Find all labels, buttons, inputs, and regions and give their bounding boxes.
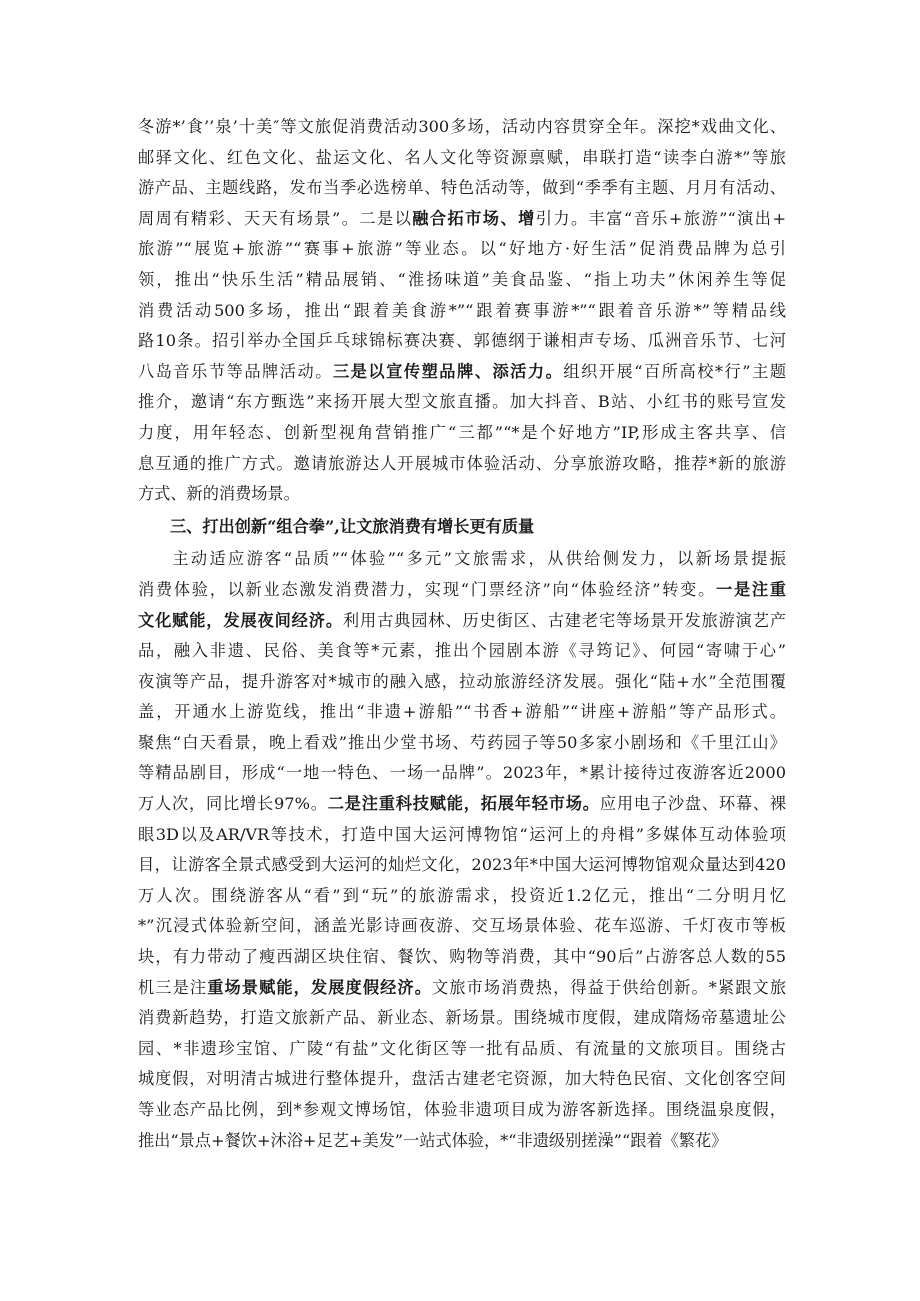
- text-line: [138, 758, 786, 789]
- text-line: [138, 296, 786, 327]
- line-text: 消费新趋势，打造文旅新产品、新业态、新场景。围绕城市度假，建成隋炀帝墓遗址公: [138, 1008, 786, 1028]
- bold-text: 融合拓市场、增: [412, 208, 536, 228]
- line-text: 八岛音乐节等品牌活动。: [138, 361, 333, 381]
- line-text: 品，融入非遗、民俗、美食等*元素，推出个园剧本游《寻筠记》、何园“寄啸于心”: [138, 641, 786, 661]
- text-line: [138, 697, 786, 728]
- text-line: [138, 143, 786, 174]
- text-line: [138, 326, 786, 357]
- line-text: 邮驿文化、红色文化、盐运文化、名人文化等资源禀赋，串联打造“读李白游*”等旅: [138, 147, 786, 167]
- bold-text: 三是以宣传塑品牌、添活力。: [332, 361, 564, 381]
- line-text: 消费体验，以新业态激发消费潜力，实现“门票经济”向“体验经济”转变。: [138, 579, 717, 599]
- paragraph-1: [138, 112, 786, 510]
- text-line: [138, 1003, 786, 1034]
- text-line: [138, 789, 786, 820]
- text-line: [138, 544, 786, 575]
- text-line: [138, 606, 786, 637]
- line-text: 推介，邀请“东方甄选”来扬开展大型文旅直播。加大抖音、B站、小红书的账号宣发: [138, 392, 786, 412]
- document-page: [138, 112, 786, 1156]
- line-text: 引力。丰富“音乐+旅游”“演出+: [535, 208, 786, 228]
- line-text: 万人次。围绕游客从“看”到“玩”的旅游需求，投资近1.2亿元，推出“二分明月忆: [138, 885, 786, 905]
- text-line: [138, 850, 786, 881]
- text-line: [138, 387, 786, 418]
- line-text: 等精品剧目，形成“一地一特色、一场一品牌”。2023年，*累计接待过夜游客近2000: [138, 763, 786, 783]
- text-line: [138, 173, 786, 204]
- line-text: 等业态产品比例，到*参观文博场馆，体验非遗项目成为游客新选择。围绕温泉度假，: [138, 1100, 786, 1119]
- line-text: 周周有精彩、天天有场景”。二是以: [138, 208, 413, 228]
- line-text: 消费活动500多场，推出“跟着美食游*”“跟着赛事游*”“跟着音乐游*”等精品线: [138, 300, 786, 320]
- section-heading-3: [138, 512, 786, 543]
- line-text: 盖，开通水上游览线，推出“非遗+游船”“书香+游船”“讲座+游船”等产品形式。: [138, 702, 786, 722]
- line-text: 主动适应游客“品质”“体验”“多元”文旅需求，从供给侧发力，以新场景提振: [170, 549, 786, 569]
- text-line: [138, 1095, 786, 1126]
- text-line: [138, 112, 786, 143]
- line-text: 块，有力带动了瘦西湖区块住宿、餐饮、购物等消费，其中“90后”占游客总人数的55: [138, 947, 786, 967]
- bold-text: 文化赋能，发展夜间经济。: [138, 610, 343, 630]
- line-text: 城度假，对明清古城进行整体提升，盘活古建老宅资源，加大特色民宿、文化创客空间: [138, 1069, 786, 1089]
- text-line: [138, 1126, 786, 1157]
- line-text: 旅游”“展览+旅游”“赛事+旅游”等业态。以“好地方·好生活”促消费品牌为总引: [138, 239, 786, 259]
- text-line: [138, 1034, 786, 1065]
- text-line: [138, 449, 786, 480]
- line-text: 方式、新的消费场景。: [138, 484, 300, 504]
- text-line: [138, 479, 786, 510]
- line-text: 路10条。招引举办全国乒乓球锦标赛决赛、郭德纲于谦相声专场、瓜洲音乐节、七河: [138, 331, 786, 351]
- line-text: 游产品、主题线路，发布当季必选榜单、特色活动等，做到“季季有主题、月月有活动、: [138, 178, 786, 198]
- line-text: 目，让游客全景式感受到大运河的灿烂文化，2023年*中国大运河博物馆观众量达到420: [138, 855, 786, 875]
- line-text: 夜演等产品，提升游客对*城市的融入感，拉动旅游经济发展。强化“陆+水”全范围覆: [138, 671, 786, 691]
- bold-text: 二是注重科技赋能，拓展年轻市场。: [327, 794, 600, 814]
- text-line: [138, 820, 786, 851]
- bold-text: 重场景赋能，发展度假经济。: [207, 977, 433, 997]
- line-text: 推出“景点+餐饮+沐浴+足艺+美发”一站式体验，*“非遗级别搓澡”“跟着《繁花》: [138, 1130, 728, 1150]
- line-text: *”沉浸式体验新空间，涵盖光影诗画夜游、交互场景体验、花车巡游、千灯夜市等板: [138, 916, 786, 936]
- line-text: 文旅市场消费热，得益于供给创新。*紧跟文旅: [432, 977, 786, 997]
- line-text: 息互通的推广方式。邀请旅游达人开展城市体验活动、分享旅游攻略，推荐*新的旅游: [138, 453, 786, 473]
- text-line: [138, 265, 786, 296]
- text-line: [138, 234, 786, 265]
- line-text: 利用古典园林、历史街区、古建老宅等场景开发旅游演艺产: [342, 610, 786, 630]
- text-line: [138, 204, 786, 235]
- line-text: 领，推出“快乐生活”精品展销、“淮扬味道”美食品鉴、“指上功夫”休闲养生等促: [138, 269, 786, 289]
- text-line: [138, 667, 786, 698]
- line-text: 组织开展“百所高校*行”主题: [563, 361, 786, 381]
- text-line: [138, 973, 786, 1004]
- line-text: 眼3D以及AR/VR等技术，打造中国大运河博物馆“运河上的舟楫”多媒体互动体验项: [138, 824, 786, 844]
- line-text: 园、*非遗珍宝馆、广陵“有盐”文化街区等一批有品质、有流量的文旅项目。围绕古: [138, 1038, 786, 1058]
- line-text: 冬游*’食’’泉’十美″等文旅促消费活动300多场，活动内容贯穿全年。深挖*戏曲文化、: [138, 117, 786, 136]
- text-line: [138, 357, 786, 388]
- text-line: [138, 881, 786, 912]
- section-heading-3-text: 三、打出创新“组合拳”,让文旅消费有增长更有质量: [170, 516, 535, 536]
- text-line: [138, 575, 786, 606]
- line-text: 聚焦“白天看景，晚上看戏”推出少堂书场、芍药园子等50多家小剧场和《千里江山》: [138, 732, 786, 752]
- text-line: [138, 636, 786, 667]
- text-line: [138, 418, 786, 449]
- line-text: 机三是注: [138, 977, 208, 997]
- text-line: [138, 911, 786, 942]
- paragraph-2: [138, 544, 786, 1156]
- text-line: [138, 1064, 786, 1095]
- text-line: [138, 942, 786, 973]
- bold-text: 一是注重: [716, 579, 786, 599]
- line-text: 应用电子沙盘、环幕、裸: [599, 794, 786, 814]
- text-line: [138, 728, 786, 759]
- line-text: 力度，用年轻态、创新型视角营销推广“三都”“*是个好地方”IP,形成主客共享、信: [138, 422, 786, 442]
- line-text: 万人次，同比增长97%。: [138, 794, 328, 814]
